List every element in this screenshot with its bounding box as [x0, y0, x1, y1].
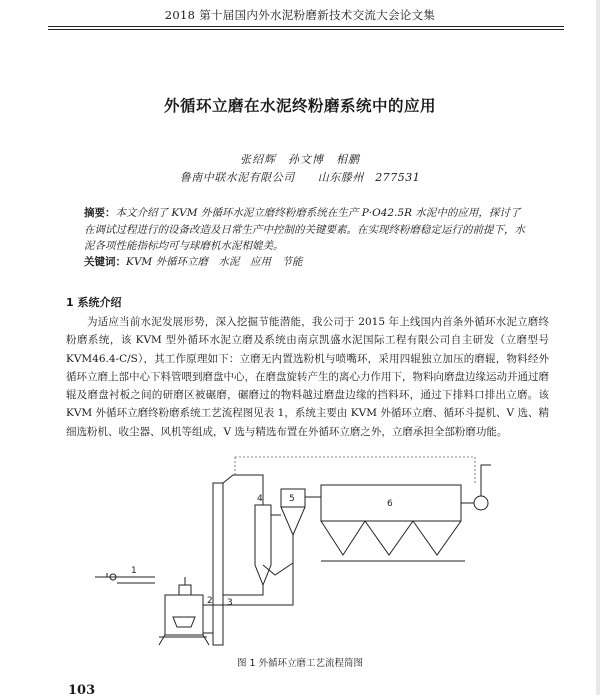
- elevator-top: [213, 475, 245, 483]
- label-5: 5: [289, 494, 295, 504]
- keywords-label: 关键词：: [84, 256, 126, 268]
- hopper-1: [321, 521, 365, 555]
- header-rule: [48, 26, 564, 27]
- label-3: 3: [227, 598, 233, 608]
- vsep-return: [223, 585, 263, 595]
- paper-title: 外循环立磨在水泥终粉磨系统中的应用: [163, 97, 436, 115]
- mill-head: [179, 585, 191, 595]
- keywords: [84, 254, 530, 269]
- section-heading: 1 系统介绍: [66, 296, 122, 309]
- label-4: 4: [257, 494, 263, 504]
- fan-duct: [461, 465, 491, 503]
- hopper-3: [413, 521, 461, 555]
- vertical-mill-body: [165, 595, 203, 635]
- label-1: 1: [131, 566, 137, 576]
- gas-line: [203, 563, 293, 605]
- abstract-text: 本文介绍了 KVM 外循环水泥立磨终粉磨系统在生产 P·O42.5R 水泥中的应用，探讨了在调试过程进行的设备改造及日常生产中控制的关键要素。在实现终粉磨稳定运行的前提下，水泥各项性能指标均可与球磨机水泥相媲美。: [84, 207, 525, 252]
- fan: [474, 496, 488, 510]
- mill-roller: [173, 617, 195, 627]
- hopper-2: [365, 521, 413, 555]
- affiliation: 鲁南中联水泥有限公司 山东滕州 277531: [179, 171, 421, 184]
- body-paragraph: 为适应当前水泥发展形势，深入挖掘节能潜能，我公司于 2015 年上线国内首条外循环水泥立磨终粉磨系统，该 KVM 型外循环水泥立磨及系统由南京凯盛水泥国际工程有限公司自主研发（立磨型号 KVM46.4-C/S），其工作原理如下：立磨无内置选粉机与喷嘴环，采用四辊独立加压的磨辊，物料经外循环立磨上部中心下料管喂到磨盘中心，在磨盘旋转产生的离心力作用下，物料向磨盘边缘运动并通过磨辊及磨盘衬板之间的研磨区被碾磨，碾磨过的物料越过磨盘边缘的挡料环，通过下排料口排出立磨。该 KVM 外循环立磨终粉磨系统工艺流程图见表 1，系统主要由 KVM 外循环立磨、循环斗提机、V 选、精细选粉机、收尘器、风机等组成，V 选与精选布置在外循环立磨之外，立磨承担全部粉磨功能。: [66, 316, 549, 438]
- mill-base: [159, 635, 209, 645]
- running-header: 2018 第十届国内外水泥粉磨新技术交流大会论文集: [164, 8, 436, 22]
- header-rule-thin: [48, 29, 564, 30]
- air-return-line: [235, 457, 475, 485]
- page-number: 103: [68, 683, 96, 698]
- fine-separator-cone: [281, 507, 305, 535]
- figure-caption: 图 1 外循环立磨工艺流程简图: [236, 658, 364, 669]
- keywords-text: KVM 外循环立磨 水泥 应用 节能: [126, 256, 303, 268]
- label-2: 2: [207, 596, 213, 606]
- abstract: [84, 205, 530, 255]
- separator-duct: [271, 515, 293, 563]
- process-flow-diagram: [95, 445, 505, 650]
- scan-edge: [596, 0, 600, 695]
- v-separator: [255, 505, 271, 585]
- authors: 张绍辉 孙文博 相鹏: [240, 153, 360, 166]
- abstract-label: 摘要：: [84, 207, 116, 219]
- label-6: 6: [387, 499, 393, 509]
- bucket-elevator: [213, 483, 223, 645]
